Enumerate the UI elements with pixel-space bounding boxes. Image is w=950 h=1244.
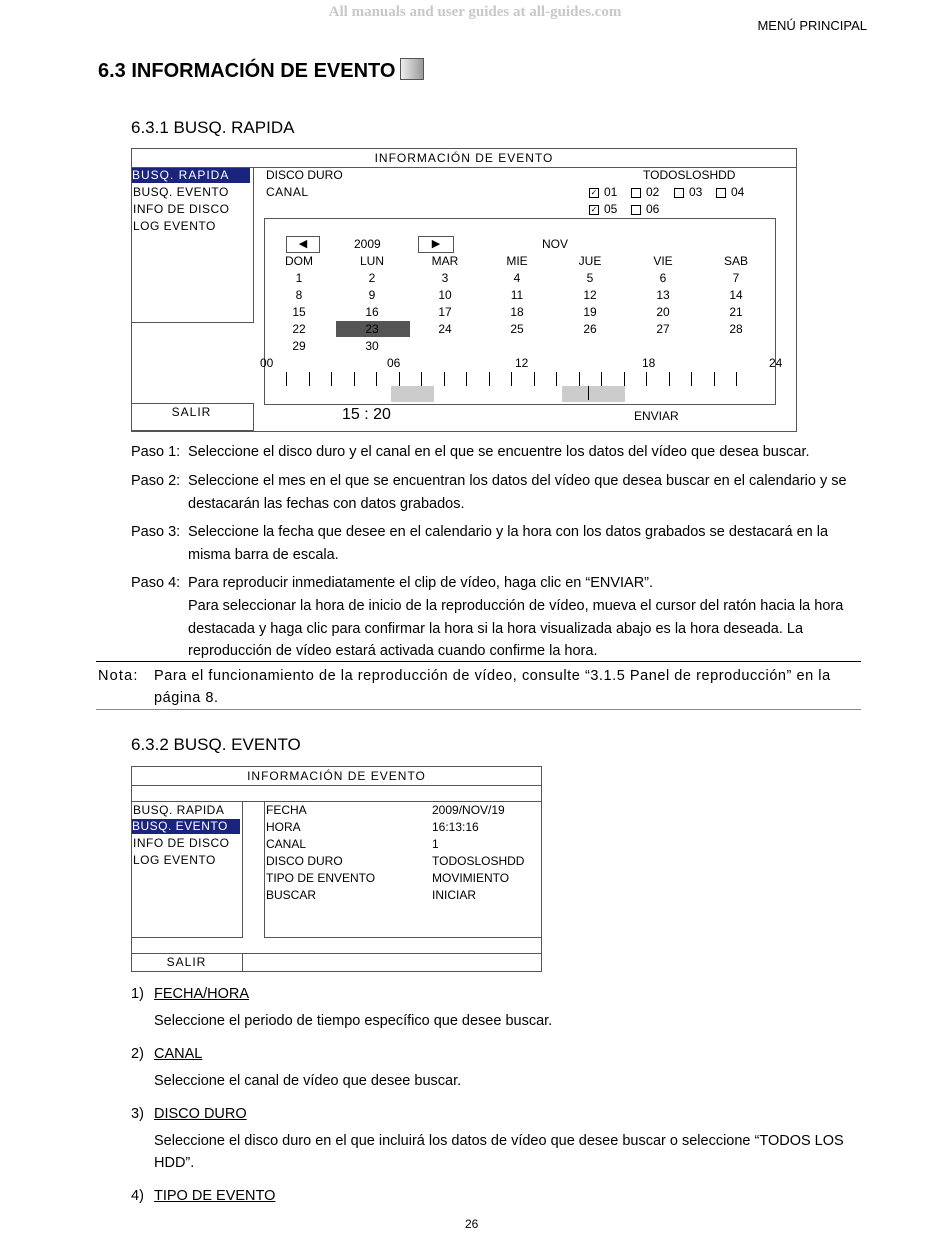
field-label: HORA	[266, 820, 301, 834]
weekday-header: VIE	[653, 254, 673, 268]
exit-button[interactable]: SALIR	[171, 405, 212, 419]
calendar-day[interactable]: 10	[438, 288, 452, 302]
step-4-line2: Para seleccionar la hora de inicio de la reproducción de vídeo, mueva el cursor del ratón hacia la hora	[188, 598, 844, 614]
field-value[interactable]: 16:13:16	[432, 820, 479, 834]
item-1-desc: Seleccione el periodo de tiempo específico que desee buscar.	[154, 1013, 553, 1029]
hour-24: 24	[769, 356, 783, 370]
scale-tick	[736, 372, 737, 386]
note-line1: Para el funcionamiento de la reproducción de vídeo, consulte “3.1.5 Panel de reproducción” en la	[154, 668, 831, 684]
field-label: BUSCAR	[266, 888, 317, 902]
menu-item-event-log[interactable]: LOG EVENTO	[133, 853, 216, 867]
calendar-day[interactable]: 17	[438, 305, 452, 319]
scale-tick	[489, 372, 490, 386]
panel-title: INFORMACIÓN DE EVENTO	[131, 769, 542, 786]
channel-05[interactable]: ✓ 05	[590, 202, 618, 216]
channel-label: CANAL	[266, 185, 309, 199]
calendar-day[interactable]: 8	[295, 288, 303, 302]
running-header: MENÚ PRINCIPAL	[757, 18, 867, 33]
scale-tick	[444, 372, 445, 386]
step-2: Paso 2: Seleccione el mes en el que se encuentran los datos del vídeo que desea buscar en el calendario y se	[131, 473, 847, 489]
scale-tick	[646, 372, 647, 386]
book-icon	[400, 58, 424, 80]
scale-tick	[331, 372, 332, 386]
item-4: 4) TIPO DE EVENTO	[131, 1188, 276, 1204]
scale-tick	[511, 372, 512, 386]
hour-18: 18	[642, 356, 656, 370]
calendar-day[interactable]: 19	[583, 305, 597, 319]
calendar-day[interactable]: 21	[729, 305, 743, 319]
field-label: DISCO DURO	[266, 854, 343, 868]
calendar-day[interactable]: 24	[438, 322, 452, 336]
calendar-day[interactable]: 29	[292, 339, 306, 353]
checkbox-icon	[716, 188, 726, 198]
calendar-day[interactable]: 23	[365, 322, 379, 336]
calendar-day[interactable]: 9	[368, 288, 376, 302]
subsection-title-event-search: 6.3.2 BUSQ. EVENTO	[131, 735, 301, 754]
note-label: Nota:	[98, 668, 139, 684]
calendar-day[interactable]: 22	[292, 322, 306, 336]
step-1: Paso 1: Seleccione el disco duro y el canal en el que se encuentre los datos del vídeo que desea buscar.	[131, 444, 810, 460]
channel-01[interactable]: ✓ 01	[590, 185, 618, 199]
panel-title: INFORMACIÓN DE EVENTO	[131, 151, 797, 168]
item-1: 1) FECHA/HORA	[131, 986, 250, 1002]
hour-06: 06	[387, 356, 401, 370]
watermark: All manuals and user guides at all-guides.com	[328, 4, 622, 20]
section-title: 6.3 INFORMACIÓN DE EVENTO	[98, 60, 396, 82]
field-value[interactable]: 1	[432, 837, 439, 851]
calendar-day[interactable]: 6	[659, 271, 667, 285]
calendar-day[interactable]: 27	[656, 322, 670, 336]
calendar-day[interactable]: 1	[295, 271, 303, 285]
menu-item-disk-info[interactable]: INFO DE DISCO	[133, 202, 230, 216]
item-2: 2) CANAL	[131, 1046, 203, 1062]
menu-item-event-search[interactable]: BUSQ. EVENTO	[133, 185, 229, 199]
recorded-range-bar[interactable]	[562, 386, 625, 402]
next-year-button[interactable]: ▶	[418, 236, 454, 253]
scale-tick	[601, 372, 602, 386]
scale-tick	[399, 372, 400, 386]
search-form	[264, 801, 542, 938]
calendar-month: NOV	[542, 237, 569, 251]
checkbox-icon	[674, 188, 684, 198]
field-label: FECHA	[266, 803, 307, 817]
calendar-day[interactable]: 2	[368, 271, 376, 285]
checkbox-icon	[631, 205, 641, 215]
scale-tick	[376, 372, 377, 386]
calendar-day[interactable]: 20	[656, 305, 670, 319]
page-number: 26	[465, 1217, 479, 1231]
note-rule-bottom	[96, 709, 861, 710]
calendar-day[interactable]: 15	[292, 305, 306, 319]
prev-year-button[interactable]: ◀	[286, 236, 320, 253]
menu-item-event-search[interactable]: BUSQ. EVENTO	[132, 819, 240, 834]
weekday-header: SAB	[723, 254, 748, 268]
scale-tick	[669, 372, 670, 386]
weekday-header: JUE	[578, 254, 602, 268]
calendar-day[interactable]: 14	[729, 288, 743, 302]
calendar-day[interactable]: 13	[656, 288, 670, 302]
disk-select[interactable]: TODOSLOSHDD	[643, 168, 736, 182]
field-value[interactable]: MOVIMIENTO	[432, 871, 510, 885]
calendar-day[interactable]: 25	[510, 322, 524, 336]
weekday-header: MAR	[431, 254, 459, 268]
calendar-day[interactable]: 18	[510, 305, 524, 319]
channel-04[interactable]: 04	[716, 185, 744, 199]
send-button[interactable]: ENVIAR	[634, 409, 679, 423]
calendar-day[interactable]: 26	[583, 322, 597, 336]
calendar-day[interactable]: 28	[729, 322, 743, 336]
calendar-day[interactable]: 16	[365, 305, 379, 319]
calendar-day[interactable]: 3	[441, 271, 449, 285]
scale-tick	[466, 372, 467, 386]
field-label: CANAL	[266, 837, 307, 851]
calendar-day[interactable]: 30	[365, 339, 379, 353]
step-3: Paso 3: Seleccione la fecha que desee en el calendario y la hora con los datos grabados se destacará en la	[131, 524, 829, 540]
channel-03[interactable]: 03	[674, 185, 702, 199]
scale-tick	[534, 372, 535, 386]
menu-item-disk-info[interactable]: INFO DE DISCO	[133, 836, 230, 850]
item-3: 3) DISCO DURO	[131, 1106, 247, 1122]
channel-02[interactable]: 02	[631, 185, 659, 199]
exit-button[interactable]: SALIR	[166, 955, 207, 969]
hour-00: 00	[260, 356, 274, 370]
recorded-range-bar[interactable]	[391, 386, 434, 402]
checkbox-checked-icon: ✓	[590, 187, 598, 197]
field-value[interactable]: TODOSLOSHDD	[432, 854, 525, 868]
subsection-title-quick-search: 6.3.1 BUSQ. RAPIDA	[131, 118, 295, 137]
selected-time: 15 : 20	[342, 406, 391, 423]
menu-item-event-log[interactable]: LOG EVENTO	[133, 219, 216, 233]
calendar-day[interactable]: 5	[586, 271, 594, 285]
step-4: Paso 4: Para reproducir inmediatamente el clip de vídeo, haga clic en “ENVIAR”.	[131, 575, 654, 591]
calendar-day[interactable]: 4	[513, 271, 521, 285]
item-3-desc: Seleccione el disco duro en el que incluirá los datos de vídeo que desee buscar o seleccione “TODOS LOS	[154, 1133, 844, 1149]
field-label: TIPO DE ENVENTO	[266, 871, 376, 885]
calendar-day[interactable]: 7	[732, 271, 740, 285]
scale-tick	[691, 372, 692, 386]
menu-item-quick-search[interactable]: BUSQ. RAPIDA	[132, 168, 250, 183]
weekday-header: DOM	[285, 254, 313, 268]
note-line2: página 8.	[154, 690, 219, 706]
disk-label: DISCO DURO	[266, 168, 343, 182]
menu-item-quick-search[interactable]: BUSQ. RAPIDA	[133, 803, 225, 817]
calendar-year: 2009	[354, 237, 381, 251]
scale-tick	[624, 372, 625, 386]
item-2-desc: Seleccione el canal de vídeo que desee buscar.	[154, 1073, 462, 1089]
step-4-line4: reproducción de vídeo estará activada cuando confirme la hora.	[188, 643, 598, 659]
step-4-line3: destacada y haga clic para confirmar la hora si la hora visualizada abajo es la hora deseada. La	[188, 621, 804, 637]
scale-tick	[354, 372, 355, 386]
calendar-day[interactable]: 11	[510, 288, 524, 302]
item-3-desc-cont: HDD”.	[154, 1155, 195, 1171]
field-value[interactable]: 2009/NOV/19	[432, 803, 505, 817]
checkbox-icon	[631, 188, 641, 198]
scale-tick	[714, 372, 715, 386]
step-3-cont: misma barra de escala.	[188, 547, 339, 563]
scale-tick	[421, 372, 422, 386]
note-rule-top	[96, 661, 861, 662]
hour-12: 12	[515, 356, 529, 370]
field-value[interactable]: INICIAR	[432, 888, 477, 902]
checkbox-checked-icon: ✓	[590, 204, 598, 214]
scale-tick	[286, 372, 287, 386]
scale-tick	[556, 372, 557, 386]
step-2-cont: destacarán las fechas con datos grabados.	[188, 496, 465, 512]
scale-tick	[309, 372, 310, 386]
time-cursor[interactable]	[588, 386, 589, 400]
channel-06[interactable]: 06	[631, 202, 659, 216]
weekday-header: LUN	[359, 254, 384, 268]
scale-tick	[579, 372, 580, 386]
weekday-header: MIE	[506, 254, 528, 268]
calendar-day[interactable]: 12	[583, 288, 597, 302]
